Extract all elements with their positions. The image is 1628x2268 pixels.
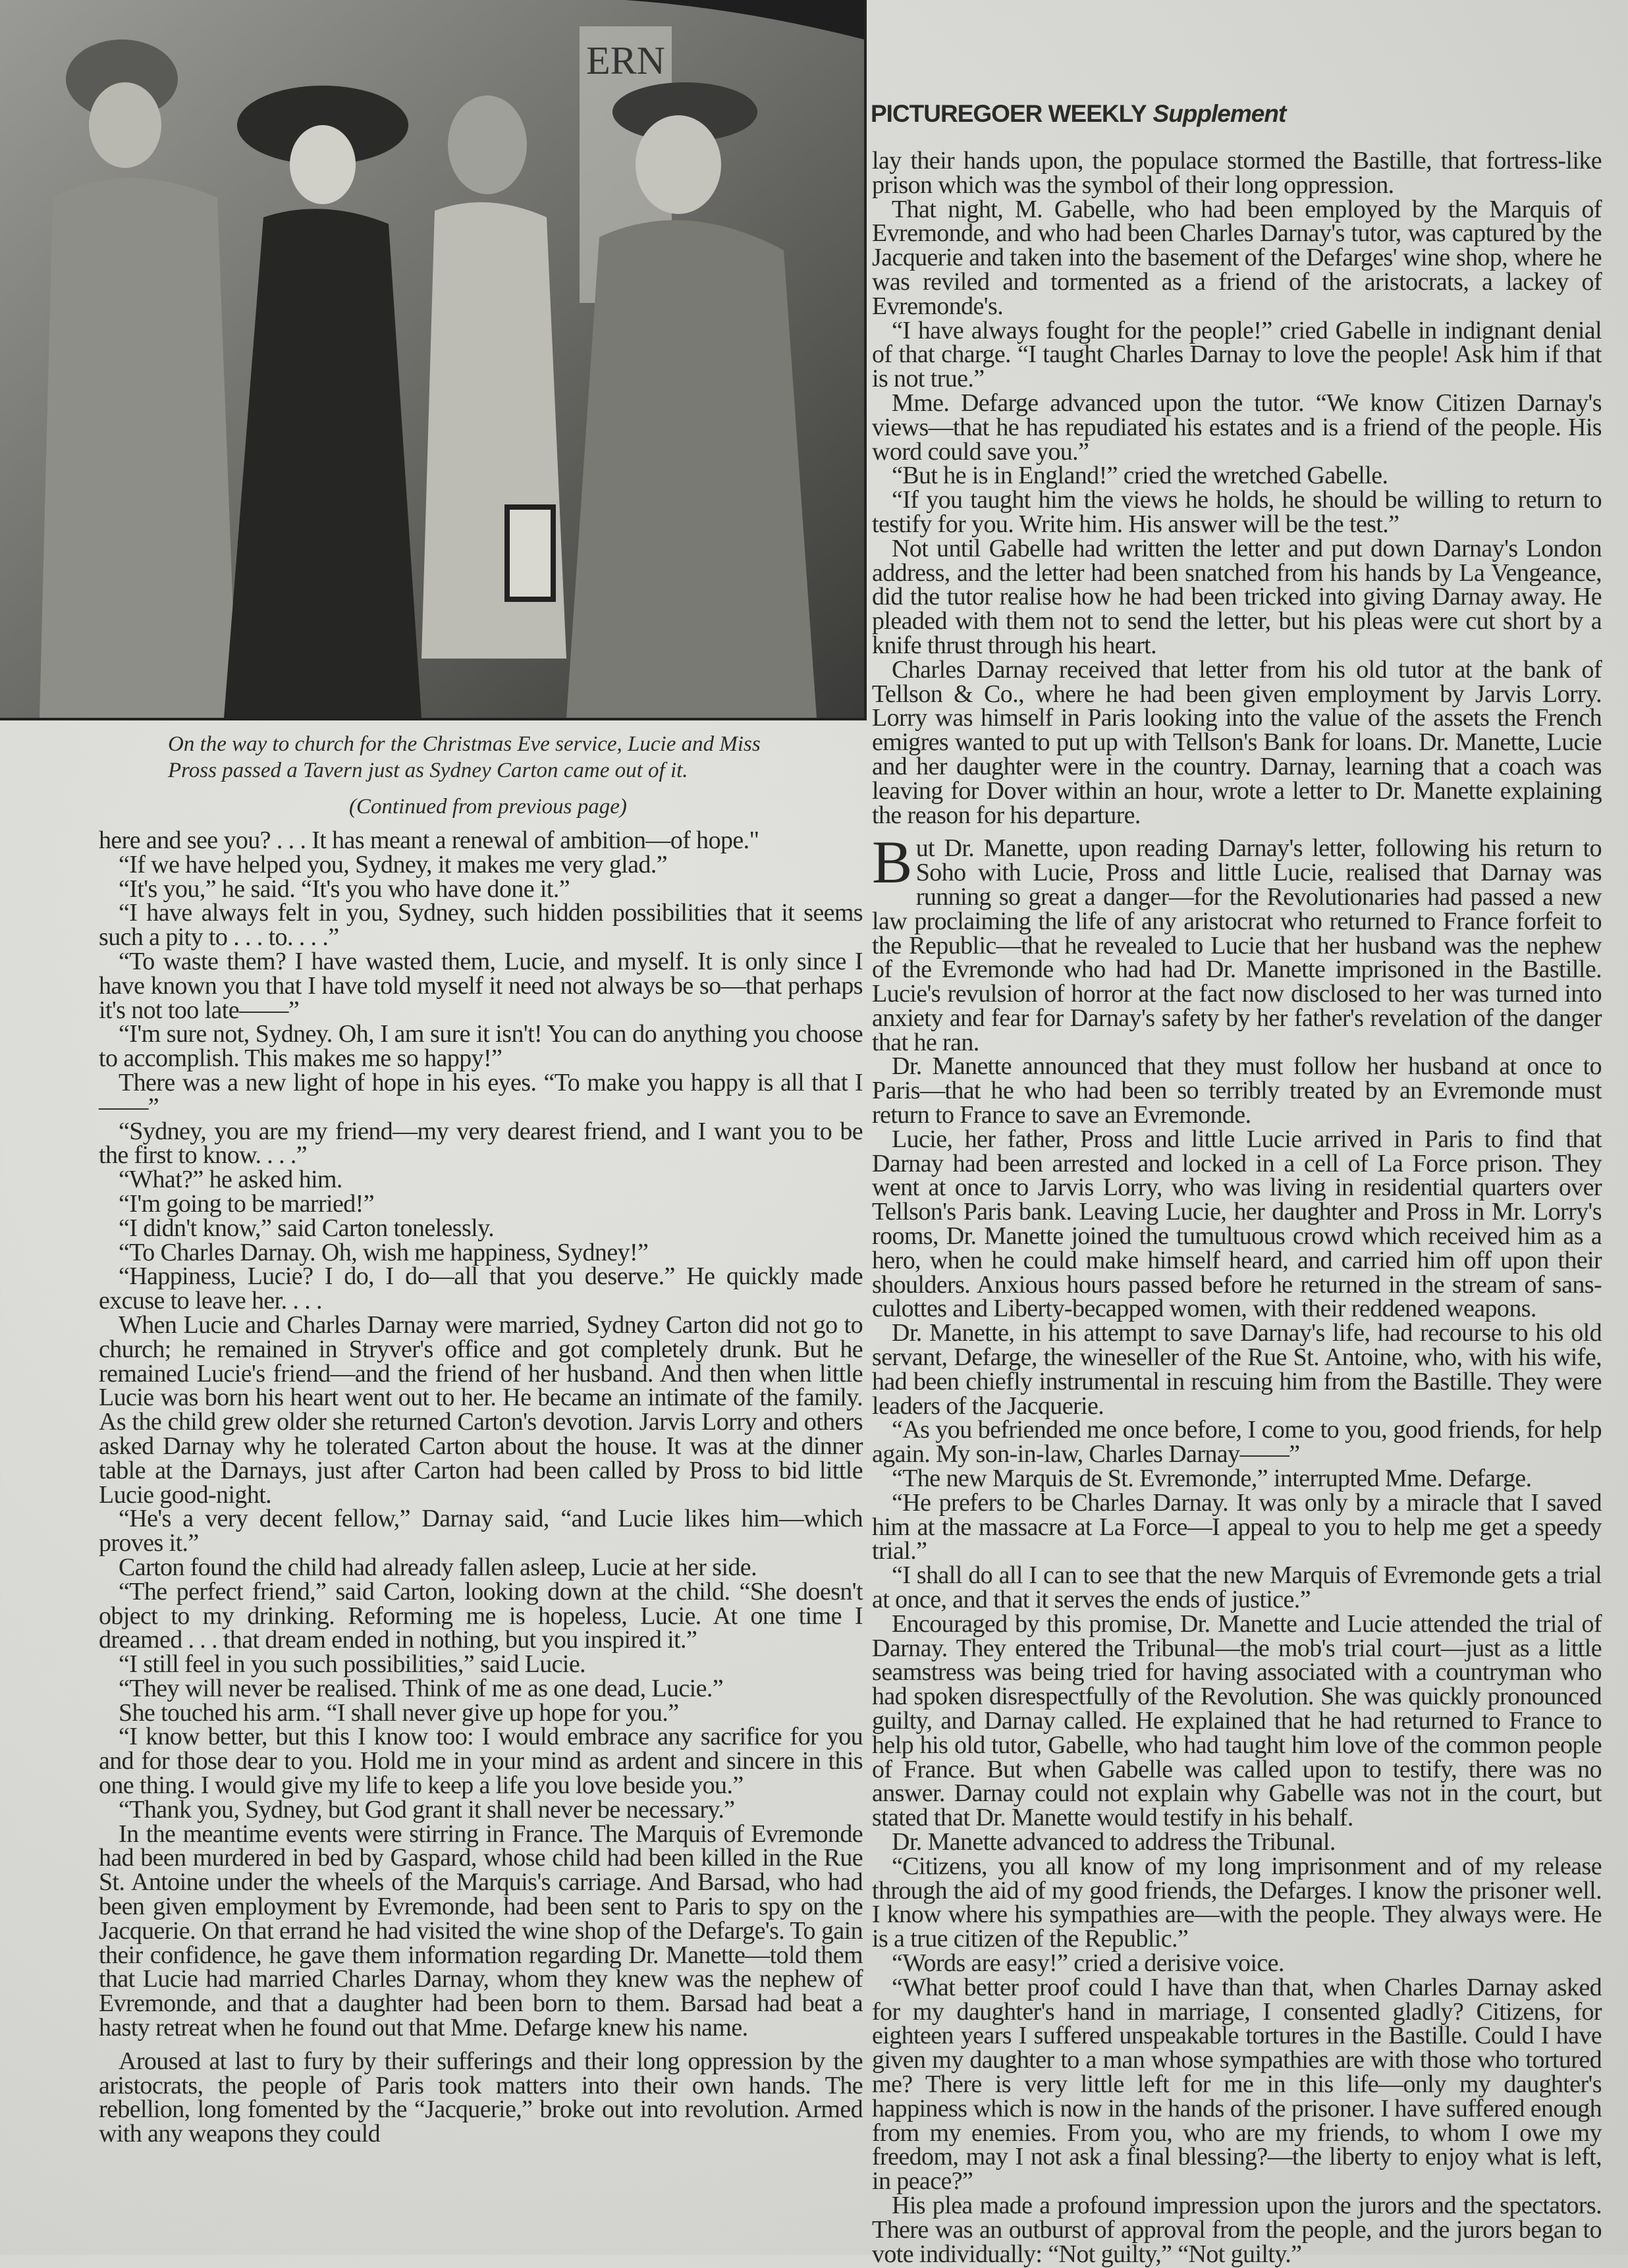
paragraph: “The new Marquis de St. Evremonde,” interrupted Mme. Defarge. [892, 1465, 1532, 1493]
paragraph: Aroused at last to fury by their sufferings and their long oppression by the aristocrats, the people of Paris took matters into their own hands. The rebellion, long fomented by the “Jacquerie,” broke out into revolution. Armed with any weapons they could [99, 2047, 863, 2148]
paragraph: here and see you? . . . It has meant a renewal of ambition—of hope." [99, 826, 759, 854]
paragraph: “As you befriended me once before, I come to you, good friends, for help again. My son-in-law, Charles Darnay——” [872, 1416, 1602, 1469]
caption-line: On the way to church for the Christmas Eve service, Lucie and Miss [168, 732, 761, 756]
publication-header [871, 100, 1286, 128]
photo-caption [168, 731, 761, 784]
paragraph: When Lucie and Charles Darnay were married, Sydney Carton did not go to church; he remained in Stryver's office and got completely drunk. But he remained Lucie's friend—and the friend of her husband. And then when little Lucie was born his heart went out to her. He became an intimate of the family. As the child grew older she returned Carton's devotion. Jarvis Lorry and others asked Darnay why he tolerated Carton about the house. It was at the dinner table at the Darnays, just after Carton had been called by Pross to bid little Lucie good-night. [99, 1310, 863, 1509]
paragraph: “If we have helped you, Sydney, it makes me very glad.” [119, 850, 667, 878]
paragraph: Mme. Defarge advanced upon the tutor. “We know Citizen Darnay's views—that he has repudiated his estates and is a friend of the people. His word could save you.” [872, 389, 1602, 466]
paragraph: There was a new light of hope in his eyes. “To make you happy is all that I——” [99, 1068, 863, 1121]
paragraph: “To waste them? I have wasted them, Lucie, and myself. It is only since I have known you that I have told myself it need not always be so—that perhaps it's not too late——” [99, 947, 863, 1024]
paragraph: “The perfect friend,” said Carton, looking down at the child. “She doesn't object to my drinking. Reforming me is hopeless, Lucie. At one time I dreamed . . . that dream ended in nothing, but you inspired it.” [99, 1577, 863, 1654]
paragraph: “Words are easy!” cried a derisive voice. [892, 1949, 1284, 1977]
paragraph: “What?” he asked him. [119, 1166, 342, 1194]
paragraph: lay their hands upon, the populace stormed the Bastille, that fortress-like prison which was the symbol of their long oppression. [872, 147, 1602, 199]
paragraph: “He's a very decent fellow,” Darnay said, “and Lucie likes him—which proves it.” [99, 1505, 863, 1557]
paragraph: “To Charles Darnay. Oh, wish me happiness, Sydney!” [119, 1238, 649, 1266]
paragraph: “He prefers to be Charles Darnay. It was only by a miracle that I saved him at the massacre at La Force—I appeal to you to help me get a speedy trial.” [872, 1488, 1602, 1565]
paragraph: “I have always fought for the people!” cried Gabelle in indignant denial of that charge. “I taught Charles Darnay to love the people! Ask him if that is not true.” [872, 316, 1602, 393]
paragraph: That night, M. Gabelle, who had been employed by the Marquis of Evremonde, and who had been Charles Darnay's tutor, was captured by the Jacquerie and taken into the basement of the Defarges' wine shop, where he was reviled and tormented as a friend of the aristocrats, a lackey of Evremonde's. [872, 195, 1602, 320]
paragraph: Charles Darnay received that letter from his old tutor at the bank of Tellson & Co., where he had been given employment by Jarvis Lorry. Lorry was himself in Paris looking into the value of the assets the French emigres wanted to put up with Tellson's Bank for loans. Dr. Manette, Lucie and her daughter were in the country. Darnay, learning that a coach was leaving for Dover within an hour, wrote a letter to Dr. Manette explaining the reason for his departure. [872, 655, 1602, 829]
drop-cap: B [872, 828, 912, 896]
caption-line: Pross passed a Tavern just as Sydney Carton came out of it. [168, 759, 688, 782]
publication-title: PICTUREGOER WEEKLY [871, 100, 1147, 127]
paragraph: Dr. Manette, in his attempt to save Darnay's life, had recourse to his old servant, Defarge, the wineseller of the Rue St. Antoine, who, with his wife, had been chiefly instrumental in rescuing him from the Bastille. They were leaders of the Jacquerie. [872, 1319, 1602, 1420]
paragraph: “I still feel in you such possibilities,” said Lucie. [119, 1650, 586, 1679]
paragraph: Dr. Manette announced that they must follow her husband at once to Paris—that he who had been so terribly treated by an Evremonde must return to France to save an Evremonde. [872, 1052, 1602, 1129]
paragraph: “They will never be realised. Think of me as one dead, Lucie.” [119, 1674, 724, 1702]
paragraph: Encouraged by this promise, Dr. Manette and Lucie attended the trial of Darnay. They entered the Tribunal—the mob's trial court—just as a little seamstress was being tried for having associated with a countryman who had spoken disrespectfully of the Revolution. She was quickly pronounced guilty, and Darnay called. He explained that he had returned to France to help his old tutor, Gabelle, who had taught him love of the common people of France. But when Gabelle was called upon to testify, there was no answer. Darnay could not explain why Gabelle was not in the court, but stated that Dr. Manette would testify in his behalf. [872, 1609, 1602, 1832]
paragraph: “It's you,” he said. “It's you who have done it.” [119, 875, 570, 903]
drop-cap-paragraph [872, 828, 1602, 1056]
film-still-photo [0, 0, 867, 720]
paragraph: “I have always felt in you, Sydney, such hidden possibilities that it seems such a pity to . . . to. . . .” [99, 899, 863, 952]
left-column [99, 828, 863, 2146]
paragraph: “I didn't know,” said Carton tonelessly. [119, 1214, 494, 1242]
publication-subtitle: Supplement [1153, 100, 1286, 127]
paragraph: In the meantime events were stirring in France. The Marquis of Evremonde had been murdered in bed by Gaspard, whose child had been killed in the Rue St. Antoine under the wheels of the Marquis's carriage. And Barsad, who had been given employment by Evremonde, had been sent to Paris to spy on the Jacquerie. On that errand he had visited the wine shop of the Defarge's. To gain their confidence, he gave them information regarding Dr. Manette—told them that Lucie had married Charles Darnay, whom they knew was the nephew of Evremonde, and that a daughter had been born to them. Barsad had beat a hasty retreat when he found out that Mme. Defarge knew his name. [99, 1820, 863, 2042]
paragraph: Carton found the child had already fallen asleep, Lucie at her side. [119, 1553, 757, 1581]
paragraph: “If you taught him the views he holds, he should be willing to return to testify for you. Write him. His answer will be the test.” [872, 486, 1602, 538]
right-column [872, 149, 1602, 2266]
photo-illustration [0, 0, 864, 718]
paragraph-text: ut Dr. Manette, upon reading Darnay's letter, following his return to Soho with Lucie, Pross and little Lucie, realised that Darnay was running so great a danger—for the Revolutionaries had passed a new law proclaiming the life of any aristocrat who returned to France forfeit to the Republic—that he revealed to Lucie that her husband was the nephew of the Evremonde who had had Dr. Manette imprisoned in the Bastille. Lucie's revulsion of horror at the fact now disclosed to her was turned into anxiety and fear for Darnay's safety by her father's revelation of the danger that he ran. [872, 834, 1602, 1056]
continued-note: (Continued from previous page) [349, 795, 627, 819]
tavern-sign: ERN [586, 39, 665, 82]
paragraph: “I'm sure not, Sydney. Oh, I am sure it isn't! You can do anything you choose to accomplish. This makes me so happy!” [99, 1020, 863, 1073]
paragraph: His plea made a profound impression upon the jurors and the spectators. There was an outburst of approval from the people, and the jurors began to vote individually: “Not guilty,” “Not guilty.” [872, 2191, 1602, 2268]
paragraph: “I'm going to be married!” [119, 1189, 374, 1218]
paragraph: “Citizens, you all know of my long imprisonment and of my release through the aid of my good friends, the Defarges. I know the prisoner well. I know where his sympathies are—with the people. They always were. He is a true citizen of the Republic.” [872, 1852, 1602, 1953]
paragraph: Lucie, her father, Pross and little Lucie arrived in Paris to find that Darnay had been arrested and locked in a cell of La Force prison. They went at once to Jarvis Lorry, who was living in residential quarters over Tellson's Paris bank. Leaving Lucie, her daughter and Pross in Mr. Lorry's rooms, Dr. Manette joined the tumultuous crowd which received him as a hero, when he could make himself heard, and carried him off upon their shoulders. Anxious hours passed before he returned in the stream of sans-culottes and Liberty-becapped women, with their reddened weapons. [872, 1125, 1602, 1323]
paragraph: “But he is in England!” cried the wretched Gabelle. [892, 462, 1388, 490]
paragraph: She touched his arm. “I shall never give up hope for you.” [119, 1698, 679, 1727]
paragraph: “Sydney, you are my friend—my very dearest friend, and I want you to be the first to know. . . .” [99, 1117, 863, 1170]
paragraph: “Happiness, Lucie? I do, I do—all that you deserve.” He quickly made excuse to leave her. . . . [99, 1262, 863, 1315]
paragraph: “What better proof could I have than that, when Charles Darnay asked for my daughter's hand in marriage, I consented gladly? Citizens, for eighteen years I suffered unspeakable tortures in the Bastille. Could I have given my daughter to a man whose sympathies are with those who tortured me? There is very little left for me in this life—only my daughter's happiness which is now in the hands of the prisoner. I have suffered enough from my enemies. From you, who are my friends, to whom I owe my freedom, may I not ask a final blessing?—the liberty to enjoy what is left, in peace?” [872, 1973, 1602, 2196]
paragraph: “I know better, but this I know too: I would embrace any sacrifice for you and for those dear to you. Hold me in your mind as ardent and sincere in this one thing. I would give my life to keep a life you love beside you.” [99, 1723, 863, 1800]
paragraph: “I shall do all I can to see that the new Marquis of Evremonde gets a trial at once, and that it serves the ends of justice.” [872, 1561, 1602, 1614]
paragraph: Not until Gabelle had written the letter and put down Darnay's London address, and the letter had been snatched from his hands by La Vengeance, did the tutor realise how he had been tricked into giving Darnay away. He pleaded with them not to send the letter, but his pleas were cut short by a knife thrust through his heart. [872, 534, 1602, 659]
paragraph: Dr. Manette advanced to address the Tribunal. [892, 1827, 1336, 1856]
paragraph: “Thank you, Sydney, but God grant it shall never be necessary.” [119, 1795, 735, 1823]
